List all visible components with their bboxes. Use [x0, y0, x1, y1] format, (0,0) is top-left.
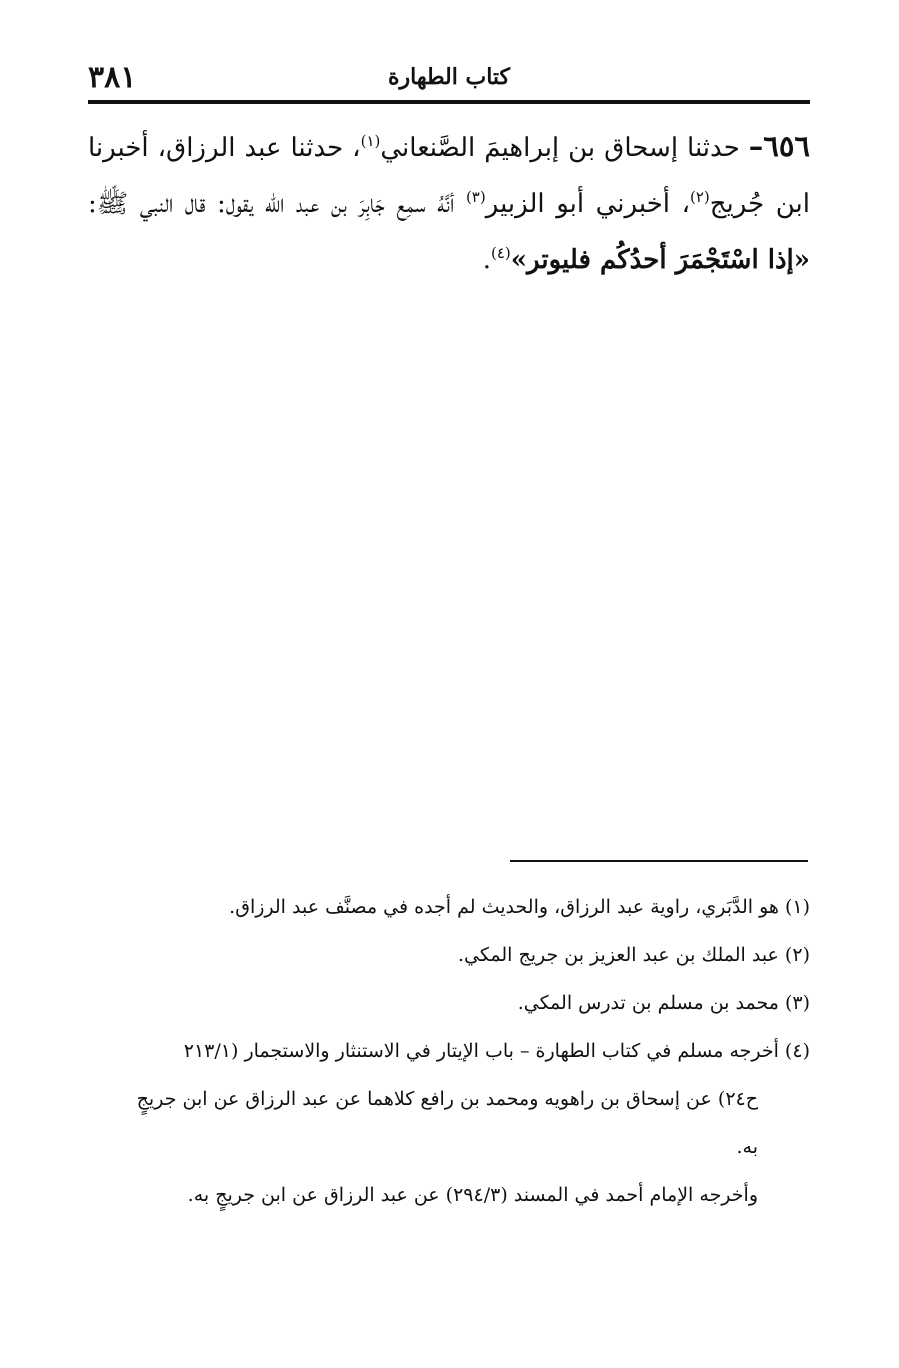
footnote-separator — [510, 860, 808, 862]
hadith-text-part: أنَّهُ سمِع جَابِرَ بن عبد الله يقول: قال النبي ﷺ: — [88, 189, 466, 219]
footnote-4-continued: ح٢٤) عن إسحاق بن راهويه ومحمد بن رافع كلاهما عن عبد الرزاق عن ابن جريجٍ — [136, 1088, 758, 1110]
footnote-marker-3: (٣) — [465, 188, 486, 206]
footnotes — [88, 883, 810, 1219]
footnote-4-continued: به. — [736, 1136, 758, 1158]
hadith-text-part: حدثنا إسحاق بن إبراهيمَ الصَّنعاني — [380, 133, 749, 163]
footnote-3: (٣) محمد بن مسلم بن تدرس المكي. — [517, 992, 810, 1014]
footnote-marker-1: (١) — [360, 132, 381, 150]
footnote-4: (٤) أخرجه مسلم في كتاب الطهارة – باب الإيتار في الاستنثار والاستجمار (٢١٣/١ — [183, 1040, 810, 1062]
footnote-4-additional: وأخرجه الإمام أحمد في المسند (٢٩٤/٣) عن عبد الرزاق عن ابن جريجٍ به. — [187, 1184, 758, 1206]
hadith-text — [88, 118, 810, 288]
footnote-marker-2: (٢) — [689, 188, 710, 206]
chapter-title: كتاب الطهارة — [387, 64, 511, 90]
page-number: ٣٨١ — [88, 60, 137, 95]
prophetic-quote: «إذا اسْتَجْمَرَ أحدُكُم فليوتر» — [510, 245, 810, 275]
footnote-1: (١) هو الدَّبَري، راوية عبد الرزاق، والحديث لم أجده في مصنَّف عبد الرزاق. — [229, 896, 810, 918]
hadith-text-part: ، أخبرني أبو الزبير — [485, 189, 690, 219]
footnote-marker-4: (٤) — [491, 244, 511, 262]
footnote-2: (٢) عبد الملك بن عبد العزيز بن جريج المكي. — [457, 944, 810, 966]
hadith-text-part: ، حدثنا عبد الرزاق، أخبرنا ابن جُريج — [88, 133, 810, 219]
header-rule — [88, 100, 810, 104]
page-header — [88, 58, 810, 102]
hadith-number: ٦٥٦– — [748, 129, 810, 163]
hadith-end: . — [482, 245, 491, 275]
